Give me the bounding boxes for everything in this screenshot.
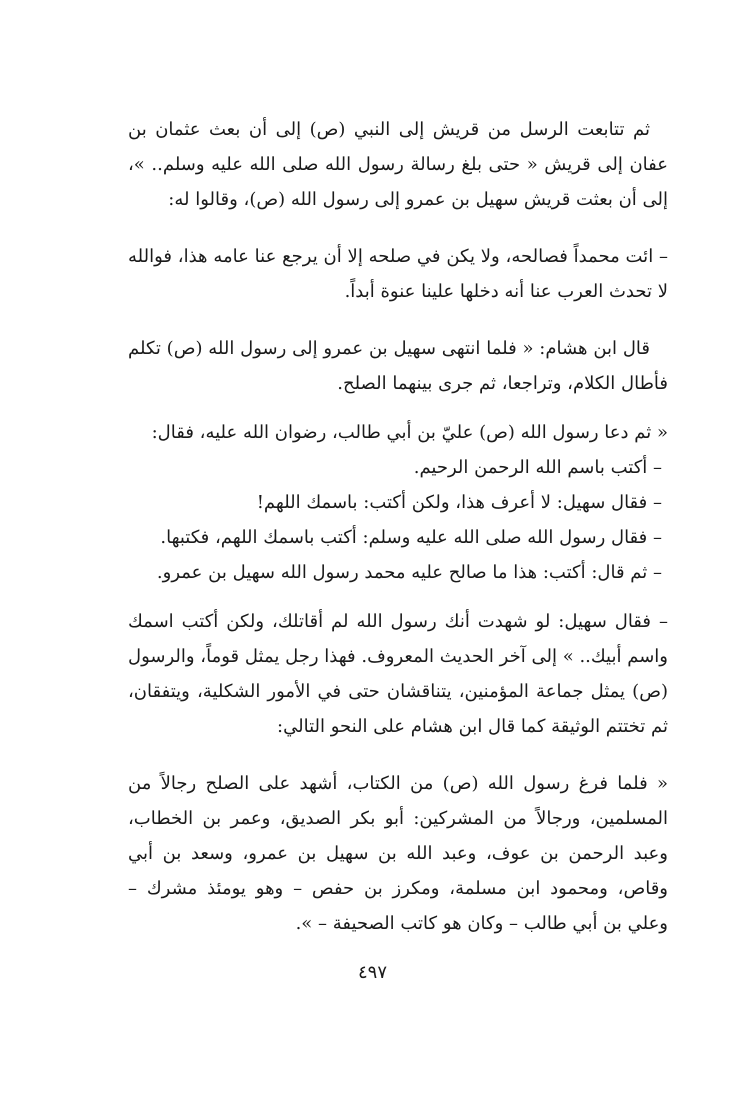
page-number: ٤٩٧ — [357, 962, 387, 983]
dialogue-line: – فقال سهيل: لا أعرف هذا، ولكن أكتب: باسمك اللهم! — [256, 492, 662, 513]
paragraph-ibn-hisham: قال ابن هشام: « فلما انتهى سهيل بن عمرو إلى رسول الله (ص) تكلم فأطال الكلام، وتراجعا، ثم جرى بينهما الصلح. — [128, 338, 668, 394]
page-body — [128, 112, 668, 941]
dialogue-line: – أكتب باسم الله الرحمن الرحيم. — [413, 457, 662, 478]
paragraph-envoys: ثم تتابعت الرسل من قريش إلى النبي (ص) إلى أن بعث عثمان بن عفان إلى قريش « حتى بلغ رسالة رسول الله صلى الله عليه وسلم.. »، إلى أن بعثت قريش سهيل بن عمرو إلى رسول الله (ص)، وقالوا له: — [128, 119, 668, 210]
dialogue-line: – فقال رسول الله صلى الله عليه وسلم: أكتب باسمك اللهم، فكتبها. — [160, 527, 662, 548]
paragraph-quraysh-demand: – ائت محمداً فصالحه، ولا يكن في صلحه إلا أن يرجع عنا عامه هذا، فوالله لا تحدث العرب عنا أنه دخلها علينا عنوة أبداً. — [128, 246, 668, 302]
paragraph-suhayl-objection: – فقال سهيل: لو شهدت أنك رسول الله لم أقاتلك، ولكن أكتب اسمك واسم أبيك.. » إلى آخر الحديث المعروف. فهذا رجل يمثل قوماً، والرسول (ص) يمثل جماعة المؤمنين، يتناقشان حتى في الأمور الشكلية، ويتفقان، ثم تختتم الوثيقة كما قال ابن هشام على النحو التالي: — [128, 611, 668, 737]
dialogue-line: – ثم قال: أكتب: هذا ما صالح عليه محمد رسول الله سهيل بن عمرو. — [156, 562, 662, 583]
paragraph-call-ali: « ثم دعا رسول الله (ص) عليّ بن أبي طالب، رضوان الله عليه، فقال: — [151, 422, 668, 443]
paragraph-witnesses: « فلما فرغ رسول الله (ص) من الكتاب، أشهد على الصلح رجالاً من المسلمين، ورجالاً من المشركين: أبو بكر الصديق، وعمر بن الخطاب، وعبد الرحمن بن عوف، وعبد الله بن سهيل بن عمرو، وسعد بن أبي وقاص، ومحمود ابن مسلمة، ومكرز بن حفص – وهو يومئذ مشرك – وعلي بن أبي طالب – وكان هو كاتب الصحيفة – ». — [128, 773, 668, 934]
